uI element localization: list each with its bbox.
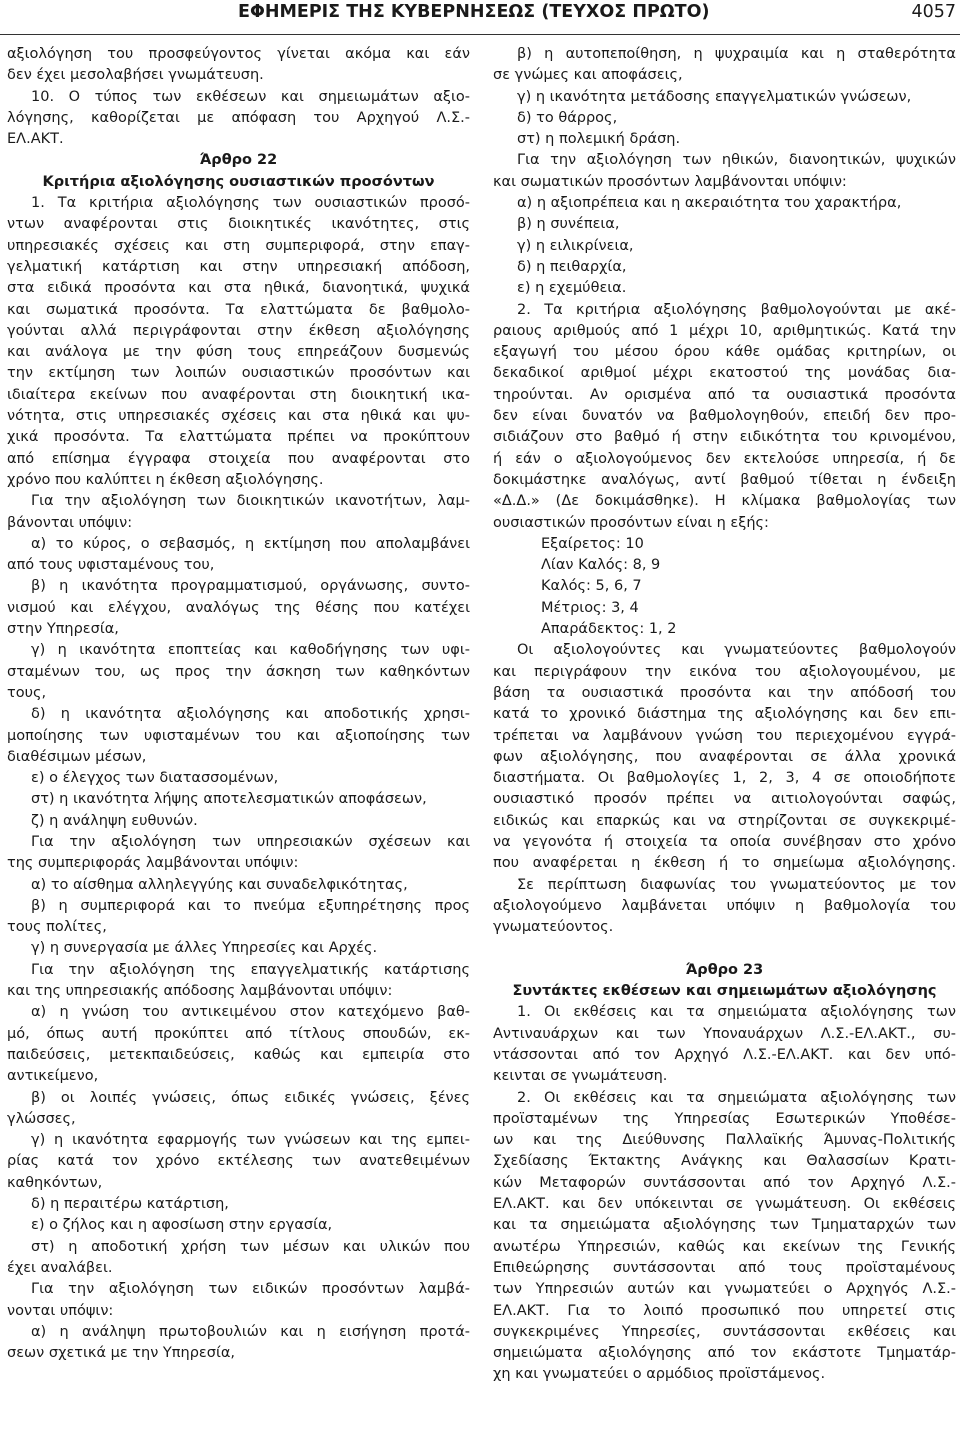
text-line: καθηκόντων, — [7, 1174, 103, 1191]
text-line: γούνται αλλά περιγράφονται στην έκθεση αξιολόγησης — [7, 322, 470, 339]
text-line: Για την αξιολόγηση των διοικητικών ικανοτήτων, λαμ- — [31, 493, 470, 510]
text-line: αξιολογούμενο λαμβάνεται υπόψιν η βαθμολογία του — [493, 897, 956, 914]
text-line: Μέτριος: 3, 4 — [541, 599, 639, 616]
text-line: λόγησης, καθορίζεται με απόφαση του Αρχηγού Λ.Σ.- — [7, 109, 470, 126]
text-line: από τους υφισταμένους του, — [7, 557, 215, 574]
text-line: βάση τα ουσιαστικά προσόντα και την απόδοσή του — [493, 684, 956, 701]
text-line: Για την αξιολόγηση των ειδικών προσόντων λαμβά- — [31, 1281, 470, 1298]
text-line: Για την αξιολόγηση των ηθικών, διανοητικών, ψυχικών — [517, 152, 956, 169]
text-line: που αναφέρεται η έκθεση ή το σημείωμα αξιολόγησης. — [493, 855, 956, 872]
text-line: Επιθεώρησης συντάσσονται από τους προϊσταμένους — [493, 1259, 956, 1276]
text-line: δ) το θάρρος, — [517, 109, 618, 126]
text-line: Οι αξιολογούντες και γνωματεύοντες βαθμολογούν — [517, 642, 956, 659]
text-line: α) η ανάληψη πρωτοβουλιών και η εισήγηση προτά- — [31, 1323, 470, 1340]
text-line: τρέπεται να λαμβάνουν γνώση του περιεχομένου εγγρά- — [493, 727, 956, 744]
text-line: δ) η πειθαρχία, — [517, 258, 627, 275]
text-line: ρίας κατά τον χρόνο εκτέλεσης των ανατεθειμένων — [7, 1153, 470, 1170]
text-line: γελματική κατάρτιση και στην υπηρεσιακή απόδοση, — [7, 258, 470, 275]
text-line: και τα σημειώματα αξιολόγησης των Τμηματαρχών των — [493, 1217, 956, 1234]
text-line: Για την αξιολόγηση της επαγγελματικής κατάρτισης — [31, 961, 470, 978]
text-line: συγκεκριμένες Υπηρεσίες, συντάσσονται εκθέσεις και — [493, 1323, 956, 1340]
page-number: 4057 — [911, 2, 956, 22]
text-line: ε) ο ζήλος και η αφοσίωση στην εργασία, — [31, 1217, 333, 1234]
text-line: κεινται σε γνωμάτευση. — [493, 1068, 668, 1085]
text-line: γ) η ικανότητα εποπτείας και καθοδήγησης των υφι- — [31, 642, 470, 659]
text-line: 1. Τα κριτήρια αξιολόγησης των ουσιαστικών προσό- — [31, 195, 470, 212]
text-line: β) οι λοιπές γνώσεις, όπως ειδικές γνώσεις, ξένες — [31, 1089, 470, 1106]
text-line: α) το αίσθημα αλληλεγγύης και συναδελφικότητας, — [31, 876, 408, 893]
text-line: εξαγωγή του μέσου όρου κάθε ομάδας κριτηρίων, οι — [493, 344, 956, 361]
text-line: χρόνο που καλύπτει η έκθεση αξιολόγησης. — [7, 471, 324, 488]
text-line: υπηρεσιακές σχέσεις και στη συμπεριφορά, στην επαγ- — [7, 237, 470, 254]
text-line: και της υπηρεσιακής απόδοσης λαμβάνονται υπόψιν: — [7, 983, 393, 1000]
text-line: παιδεύσεις, μετεκπαιδεύσεις, καθώς και εμπειρία στο — [7, 1046, 470, 1063]
text-line: ειδικώς και επαρκώς και να στηρίζονται σε συγκεκριμέ- — [493, 812, 956, 829]
text-line: και ανάλογα με την φύση τους επηρεάζουν δυσμενώς — [7, 344, 470, 361]
text-line: ουσιαστικό προσόν πρέπει να αιτιολογούνται σαφώς, — [493, 791, 956, 808]
text-line: Λίαν Καλός: 8, 9 — [541, 557, 661, 574]
text-line: ντάσσονται από τον Αρχηγό Λ.Σ.-ΕΛ.ΑΚΤ. και δεν υπό- — [493, 1046, 956, 1063]
text-line: σημειώματα αξιολόγησης από τον εκάστοτε Τμηματάρ- — [493, 1345, 956, 1362]
article-heading: Συντάκτες εκθέσεων και σημειωμάτων αξιολόγησης — [512, 983, 937, 1000]
text-line: γ) η ειλικρίνεια, — [517, 237, 634, 254]
text-line: σταμένων του, ως προς την άσκηση των καθηκόντων — [7, 663, 470, 680]
text-line: ραιους αριθμούς από 1 μέχρι 10, αριθμητικώς. Κατά την — [493, 322, 956, 339]
article-heading: Άρθρο 22 — [199, 152, 278, 169]
text-line: Αντιναυάρχων και των Υποναυάρχων Λ.Σ.-ΕΛ.ΑΚΤ., συ- — [493, 1025, 956, 1042]
text-line: ε) η εχεμύθεια. — [517, 280, 627, 297]
text-line: γνωματεύοντος. — [493, 919, 614, 936]
text-line: αξιολόγηση του προσφεύγοντος γίνεται ακόμα και εάν — [7, 46, 470, 62]
page-header — [0, 0, 960, 35]
text-line: σε γνώμες και αποφάσεις, — [493, 67, 683, 84]
text-line: ιδιαίτερα εκείνων που αναφέρονται στη διοικητική ικα- — [7, 386, 470, 403]
text-line: γ) η συνεργασία με άλλες Υπηρεσίες και Αρχές. — [31, 940, 378, 957]
gazette-title: ΕΦΗΜΕΡΙΣ ΤΗΣ ΚΥΒΕΡΝΗΣΕΩΣ (ΤΕΥΧΟΣ ΠΡΩΤΟ) — [238, 2, 710, 22]
text-line: α) το κύρος, ο σεβασμός, η εκτίμηση που απολαμβάνει — [31, 535, 470, 552]
text-line: μό, όπως αυτή προκύπτει από τίτλους σπουδών, εκ- — [7, 1025, 470, 1042]
text-line: στην Υπηρεσία, — [7, 621, 119, 638]
text-line: χη και γνωματεύει ο αρμόδιος προϊστάμενος. — [493, 1366, 826, 1383]
text-line: σεων σχετικά με την Υπηρεσία, — [7, 1345, 236, 1362]
text-line: β) η ικανότητα προγραμματισμού, οργάνωσης, συντο- — [31, 578, 470, 595]
text-line: των Υπηρεσιών αυτών και γνωματεύει ο Αρχηγός Λ.Σ.- — [493, 1281, 956, 1298]
spacer — [493, 938, 956, 959]
text-line: μοποίησης των υφισταμένων του και αξιοποίησης των — [7, 727, 470, 744]
text-line: δ) η περαιτέρω κατάρτιση, — [31, 1196, 229, 1213]
text-line: κών Μεταφορών συντάσσονται από τον Αρχηγό Λ.Σ.- — [493, 1174, 956, 1191]
text-line: ζ) η ανάληψη ευθυνών. — [31, 812, 198, 829]
text-line: ων και της Διεύθυνσης Παλλαϊκής Άμυνας-Πολιτικής — [493, 1132, 956, 1149]
text-line: τους πολίτες, — [7, 919, 107, 936]
text-line: ε) ο έλεγχος των διατασσομένων, — [31, 770, 279, 787]
text-line: δεν έχει μεσολαβήσει γνωμάτευση. — [7, 67, 264, 84]
text-line: δ) η ικανότητα αξιολόγησης και αποδοτικής χρησι- — [31, 706, 470, 723]
text-line: α) η γνώση του αντικειμένου στον κατεχόμενο βαθ- — [31, 1004, 470, 1021]
text-line: ή εάν ο αξιολογούμενος δεν εκτελούσε υπηρεσία, ή δε — [493, 450, 956, 467]
text-line: 10. Ο τύπος των εκθέσεων και σημειωμάτων αξιο- — [31, 88, 470, 105]
text-line: β) η συνέπεια, — [517, 216, 620, 233]
text-line: από επίσημα έγγραφα στοιχεία που αναφέρονται στο — [7, 450, 470, 467]
text-line: σιδιάζουν στο βαθμό ή στην ειδικότητα του κρινομένου, — [493, 429, 956, 446]
text-line: έχει αναλάβει. — [7, 1259, 113, 1276]
text-line: ανωτέρω Υπηρεσιών, καθώς και εκείνων της Γενικής — [493, 1238, 956, 1255]
text-line: Εξαίρετος: 10 — [541, 535, 644, 552]
text-line: ΕΛ.ΑΚΤ. — [7, 131, 64, 148]
text-line: στ) η ικανότητα λήψης αποτελεσματικών αποφάσεων, — [31, 791, 427, 808]
text-line: και σωματικά προσόντα. Τα ελαττώματα δε βαθμολο- — [7, 301, 470, 318]
text-line: διαθέσιμων μέσων, — [7, 748, 147, 765]
text-line: Για την αξιολόγηση των υπηρεσιακών σχέσεων και — [31, 833, 470, 850]
text-line: νότητα, στις υπηρεσιακές σχέσεις και στα ηθικά και ψυ- — [7, 408, 470, 425]
text-line: τους, — [7, 684, 47, 701]
text-line: της συμπεριφοράς λαμβάνονται υπόψιν: — [7, 855, 299, 872]
text-line: στ) η πολεμική δράση. — [517, 131, 681, 148]
text-line: και περιγράφουν την εικόνα του αξιολογουμένου, με — [493, 663, 956, 680]
text-line: φων αξιολόγησης, που αναφέρονται σε άλλα χρονικά — [493, 748, 956, 765]
text-line: β) η αυτοπεποίθηση, η ψυχραιμία και η σταθερότητα — [517, 46, 956, 62]
text-line: ΕΛ.ΑΚΤ. Για το λοιπό προσωπικό που υπηρετεί στις — [493, 1302, 956, 1319]
text-line: 2. Οι εκθέσεις και τα σημειώματα αξιολόγησης των — [517, 1089, 956, 1106]
text-line: διαστήματα. Οι βαθμολογίες 1, 2, 3, 4 σε οποιοδήποτε — [493, 770, 956, 787]
text-line: και σωματικών προσόντων λαμβάνονται υπόψιν: — [493, 173, 847, 190]
text-line: α) η αξιοπρέπεια και η ακεραιότητα του χαρακτήρα, — [517, 195, 902, 212]
text-line: στα ειδικά προσόντα και στα ηθικά, διανοητικά, ψυχικά — [7, 280, 470, 297]
text-line: ουσιαστικών προσόντων είναι η εξής: — [493, 514, 769, 531]
text-line: δοκιμάστηκε αναλόγως, αντί βαθμού τίθεται η ένδειξη — [493, 471, 956, 488]
text-line: χικά προσόντα. Τα ελαττώματα πρέπει να προκύπτουν — [7, 429, 470, 446]
text-line: 2. Τα κριτήρια αξιολόγησης βαθμολογούνται με ακέ- — [517, 301, 956, 318]
text-line: δεκαδικοί αριθμοί μέχρι εκατοστού της μονάδας δια- — [493, 365, 956, 382]
text-line: 1. Οι εκθέσεις και τα σημειώματα αξιολόγησης των — [517, 1004, 956, 1021]
text-line: Καλός: 5, 6, 7 — [541, 578, 642, 595]
text-line: νισμού και ελέγχου, αναλόγως της θέσης που κατέχει — [7, 599, 470, 616]
text-line: βάνονται υπόψιν: — [7, 514, 133, 531]
text-line: Απαράδεκτος: 1, 2 — [541, 621, 677, 638]
text-line: κατά το χρονικό διάστημα της αξιολόγησης και δεν επι- — [493, 706, 956, 723]
text-line: ΕΛ.ΑΚΤ. και δεν υπόκεινται σε γνωμάτευση. Οι εκθέσεις — [493, 1196, 956, 1213]
text-line: να γεγονότα ή στοιχεία τα οποία συνέβησαν στο χρόνο — [493, 833, 956, 850]
text-line: Σχεδίασης Έκτακτης Ανάγκης και Θαλασσίων Κρατι- — [493, 1153, 956, 1170]
text-line: στ) η αποδοτική χρήση των μέσων και υλικών που — [31, 1238, 470, 1255]
text-line: γ) η ικανότητα μετάδοσης επαγγελματικών γνώσεων, — [517, 88, 912, 105]
right-column — [493, 44, 956, 1386]
text-line: Σε περίπτωση διαφωνίας του γνωματεύοντος με τον — [517, 876, 956, 893]
text-line: νονται υπόψιν: — [7, 1302, 114, 1319]
text-line: την εκτίμηση των λοιπών ουσιαστικών προσόντων και — [7, 365, 470, 382]
text-line: β) η συμπεριφορά και το πνεύμα εξυπηρέτησης προς — [31, 897, 470, 914]
text-line: προϊσταμένων της Υπηρεσίας Εσωτερικών Υποθέσε- — [493, 1110, 956, 1127]
article-heading: Κριτήρια αξιολόγησης ουσιαστικών προσόντων — [42, 173, 435, 190]
text-line: «Δ.Δ.» (Δε δοκιμάσθηκε). Η κλίμακα βαθμολογίας των — [493, 493, 956, 510]
text-line: δεν είναι δυνατόν να βαθμολογηθούν, επειδή δεν προ- — [493, 408, 956, 425]
text-line: τηρούνται. Αν ορισμένα από τα ουσιαστικά προσόντα — [493, 386, 956, 403]
text-line: ντων αναφέρονται στις διοικητικές ικανότητες, στις — [7, 216, 470, 233]
left-column — [7, 44, 470, 1364]
text-line: γλώσσες, — [7, 1110, 76, 1127]
article-heading: Άρθρο 23 — [685, 961, 764, 978]
text-line: αντικείμενο, — [7, 1068, 99, 1085]
text-line: γ) η ικανότητα εφαρμογής των γνώσεων και της εμπει- — [31, 1132, 470, 1149]
